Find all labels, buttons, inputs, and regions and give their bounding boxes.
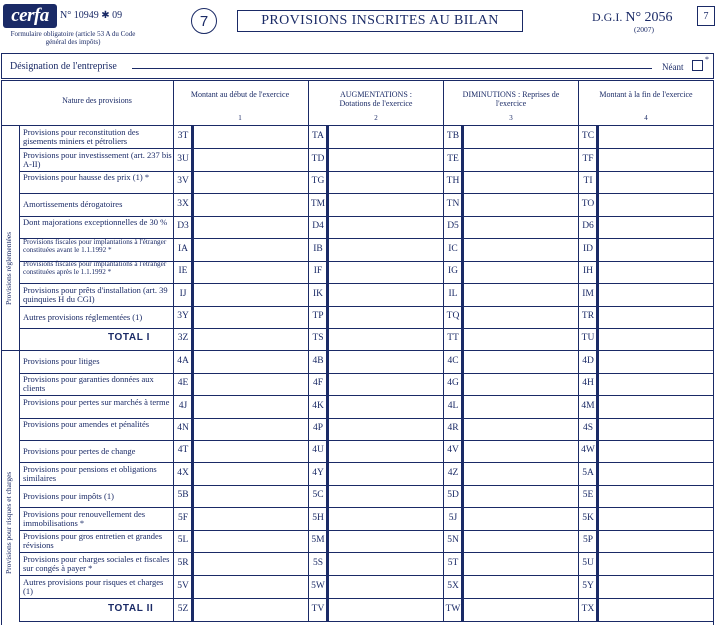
dgi-reference: [592, 10, 673, 26]
line-code: IK: [312, 289, 324, 299]
amount-cell[interactable]: [193, 419, 306, 439]
row-label: Provisions pour pertes sur marchés à terme: [23, 397, 170, 407]
amount-cell[interactable]: [328, 351, 441, 372]
amount-cell[interactable]: [598, 396, 711, 417]
amount-cell[interactable]: [598, 329, 711, 349]
amount-cell[interactable]: [193, 599, 306, 620]
amount-cell[interactable]: [328, 284, 441, 305]
amount-cell[interactable]: [598, 217, 711, 237]
amount-cell[interactable]: [193, 126, 306, 147]
row-label: Provisions pour charges sociales et fiscales sur congés à payer *: [23, 554, 170, 573]
line-code: TX: [581, 604, 595, 614]
amount-cell[interactable]: [193, 194, 306, 215]
line-code: 4J: [178, 401, 188, 411]
amount-cell[interactable]: [463, 307, 576, 327]
line-code: 3Z: [177, 333, 189, 343]
line-code: TE: [447, 154, 459, 164]
amount-cell[interactable]: [598, 172, 711, 192]
amount-cell[interactable]: [328, 599, 441, 620]
line-code: 3X: [177, 199, 189, 209]
code-column-divider: [191, 125, 194, 621]
amount-cell[interactable]: [463, 463, 576, 484]
row-label: Provisions pour investissement (art. 237 bis A-II): [23, 150, 172, 169]
amount-cell[interactable]: [193, 172, 306, 192]
line-code: TV: [311, 604, 325, 614]
amount-cell[interactable]: [328, 419, 441, 439]
section-label-risques: Provisions pour risques et charges: [4, 471, 13, 574]
line-code: TR: [581, 311, 595, 321]
col-number-3: 3: [509, 114, 513, 122]
line-code: 5F: [177, 513, 189, 523]
amount-cell[interactable]: [463, 284, 576, 305]
line-code: 4F: [312, 378, 324, 388]
row-label: Provisions pour pensions et obligations similaires: [23, 464, 157, 483]
amount-cell[interactable]: [193, 374, 306, 394]
line-code: 4A: [177, 356, 189, 366]
line-code: TT: [447, 333, 459, 343]
amount-cell[interactable]: [193, 239, 306, 260]
amount-cell[interactable]: [463, 531, 576, 551]
amount-cell[interactable]: [328, 194, 441, 215]
amount-cell[interactable]: [598, 374, 711, 394]
line-code: TP: [312, 311, 324, 321]
line-code: TG: [311, 176, 325, 186]
dgi-label: D.G.I.: [592, 10, 623, 24]
line-code: 4S: [582, 423, 594, 433]
line-code: 5U: [582, 558, 594, 568]
line-code: 5H: [312, 513, 324, 523]
form-note: Formulaire obligatoire (article 53 A du Code général des impôts): [10, 30, 136, 46]
amount-cell[interactable]: [328, 576, 441, 597]
line-code: 3U: [177, 154, 189, 164]
line-code: 5B: [177, 490, 189, 500]
line-code: 4B: [312, 356, 324, 366]
amount-cell[interactable]: [463, 599, 576, 620]
line-code: 5K: [582, 513, 594, 523]
total-label: TOTAL II: [108, 603, 154, 614]
line-code: IE: [178, 266, 188, 276]
designation-label: Désignation de l'entreprise: [10, 61, 117, 72]
amount-cell[interactable]: [328, 172, 441, 192]
amount-cell[interactable]: [463, 126, 576, 147]
row-label: Provisions pour gros entretien et grandes révisions: [23, 531, 163, 550]
amount-cell[interactable]: [463, 396, 576, 417]
header-column-divider: [308, 80, 309, 125]
total-label: TOTAL I: [108, 332, 150, 343]
amount-cell[interactable]: [328, 217, 441, 237]
cerfa-logo: cerfa: [3, 4, 57, 28]
line-code: IA: [177, 244, 189, 254]
row-label: Amortissements dérogatoires: [23, 199, 123, 209]
row-label: Autres provisions réglementées (1): [23, 312, 143, 322]
amount-cell[interactable]: [193, 262, 306, 282]
line-code: TQ: [446, 311, 460, 321]
header-col1: Montant au début de l'exercice: [190, 90, 290, 99]
amount-cell[interactable]: [598, 351, 711, 372]
line-code: 5Y: [582, 581, 594, 591]
line-code: TU: [581, 333, 595, 343]
col-number-2: 2: [374, 114, 378, 122]
amount-cell[interactable]: [463, 374, 576, 394]
amount-cell[interactable]: [193, 508, 306, 529]
line-code: IH: [582, 266, 594, 276]
line-code: 4H: [582, 378, 594, 388]
amount-cell[interactable]: [193, 531, 306, 551]
amount-cell[interactable]: [598, 284, 711, 305]
section-label-reglementees: Provisions réglementées: [4, 231, 13, 305]
col-number-4: 4: [644, 114, 648, 122]
row-label: Provisions pour pertes de change: [23, 446, 136, 456]
amount-cell[interactable]: [193, 486, 306, 506]
neant-asterisk: *: [705, 55, 709, 64]
line-code: 4Z: [447, 468, 459, 478]
line-code: 4K: [312, 401, 324, 411]
amount-cell[interactable]: [193, 396, 306, 417]
neant-checkbox[interactable]: [692, 60, 703, 71]
amount-cell[interactable]: [598, 599, 711, 620]
line-code: 4V: [447, 445, 459, 455]
amount-cell[interactable]: [463, 441, 576, 461]
line-code: 4D: [582, 356, 594, 366]
amount-cell[interactable]: [193, 307, 306, 327]
row-label: Provisions pour renouvellement des immobilisations *: [23, 509, 146, 528]
column-divider: [308, 125, 309, 621]
line-code: 3V: [177, 176, 189, 186]
header-col3: DIMINUTIONS : Reprises de l'exercice: [462, 90, 560, 108]
amount-cell[interactable]: [328, 553, 441, 574]
amount-cell[interactable]: [463, 149, 576, 170]
row-label: Provisions pour prêts d'installation (art. 39 quinquies H du CGI): [23, 285, 168, 304]
amount-cell[interactable]: [328, 396, 441, 417]
amount-cell[interactable]: [463, 576, 576, 597]
line-code: 4E: [177, 378, 189, 388]
amount-cell[interactable]: [193, 329, 306, 349]
line-code: TD: [311, 154, 325, 164]
amount-cell[interactable]: [193, 284, 306, 305]
page-title: PROVISIONS INSCRITES AU BILAN: [237, 10, 523, 32]
designation-input[interactable]: [132, 68, 652, 69]
line-code: TO: [581, 199, 595, 209]
line-code: 4G: [447, 378, 459, 388]
amount-cell[interactable]: [328, 149, 441, 170]
amount-cell[interactable]: [328, 441, 441, 461]
line-code: TW: [445, 604, 461, 614]
amount-cell[interactable]: [598, 576, 711, 597]
line-code: IB: [313, 244, 323, 254]
line-code: 5R: [177, 558, 189, 568]
amount-cell[interactable]: [193, 463, 306, 484]
line-code: 5A: [582, 468, 594, 478]
line-code: 4C: [447, 356, 459, 366]
amount-cell[interactable]: [598, 126, 711, 147]
line-code: TC: [581, 131, 595, 141]
line-code: 3Y: [177, 311, 189, 321]
line-code: TN: [446, 199, 460, 209]
line-code: TB: [446, 131, 460, 141]
row-label: Provisions pour reconstitution des gisements miniers et pétroliers: [23, 127, 139, 146]
line-code: 4N: [177, 423, 189, 433]
amount-cell[interactable]: [328, 508, 441, 529]
line-code: 4U: [312, 445, 324, 455]
amount-cell[interactable]: [598, 149, 711, 170]
amount-cell[interactable]: [328, 374, 441, 394]
amount-cell[interactable]: [463, 329, 576, 349]
amount-cell[interactable]: [463, 419, 576, 439]
line-code: IG: [447, 266, 459, 276]
header-col4: Montant à la fin de l'exercice: [599, 90, 693, 99]
line-code: 4L: [447, 401, 459, 411]
line-code: TS: [312, 333, 324, 343]
amount-cell[interactable]: [463, 553, 576, 574]
header-col2: AUGMENTATIONS : Dotations de l'exercice: [339, 90, 413, 108]
row-label: Provisions fiscales pour implantations à l'étranger constituées après le 1.1.1992 *: [23, 260, 167, 276]
line-code: IJ: [179, 289, 187, 299]
amount-cell[interactable]: [193, 149, 306, 170]
line-code: 4T: [177, 445, 189, 455]
amount-cell[interactable]: [598, 307, 711, 327]
line-code: D5: [447, 221, 459, 231]
column-divider: [578, 125, 579, 621]
header-nature: Nature des provisions: [62, 96, 132, 105]
tab-number-badge: 7: [191, 8, 217, 34]
line-code: 5L: [177, 535, 189, 545]
amount-cell[interactable]: [463, 262, 576, 282]
amount-cell[interactable]: [328, 126, 441, 147]
line-code: 3T: [177, 131, 189, 141]
form-number: N° 10949 ✱ 09: [60, 10, 123, 21]
amount-cell[interactable]: [463, 508, 576, 529]
line-code: 5C: [312, 490, 324, 500]
amount-cell[interactable]: [328, 239, 441, 260]
header-column-divider: [578, 80, 579, 125]
page-number: 7: [697, 6, 715, 26]
amount-cell[interactable]: [463, 351, 576, 372]
amount-cell[interactable]: [598, 239, 711, 260]
line-code: IF: [313, 266, 323, 276]
amount-cell[interactable]: [328, 486, 441, 506]
amount-cell[interactable]: [193, 553, 306, 574]
amount-cell[interactable]: [598, 262, 711, 282]
row-label: Provisions pour litiges: [23, 356, 100, 366]
header-column-divider: [173, 80, 174, 125]
amount-cell[interactable]: [463, 172, 576, 192]
amount-cell[interactable]: [328, 531, 441, 551]
line-code: 4Y: [312, 468, 324, 478]
amount-cell[interactable]: [328, 329, 441, 349]
row-label: Provisions pour garanties données aux clients: [23, 374, 154, 393]
amount-cell[interactable]: [598, 441, 711, 461]
line-code: D6: [582, 221, 594, 231]
column-divider: [173, 125, 174, 621]
line-code: 5P: [582, 535, 594, 545]
amount-cell[interactable]: [598, 194, 711, 215]
amount-cell[interactable]: [598, 463, 711, 484]
line-code: 4R: [447, 423, 459, 433]
amount-cell[interactable]: [328, 463, 441, 484]
amount-cell[interactable]: [328, 262, 441, 282]
amount-cell[interactable]: [193, 217, 306, 237]
neant-label: Néant: [662, 62, 684, 72]
code-column-divider: [326, 125, 329, 621]
row-label: Dont majorations exceptionnelles de 30 %: [23, 217, 168, 227]
row-label: Provisions pour amendes et pénalités: [23, 419, 150, 429]
column-divider: [443, 125, 444, 621]
line-code: TI: [583, 176, 593, 186]
amount-cell[interactable]: [598, 486, 711, 506]
line-code: TH: [446, 176, 460, 186]
line-code: 4X: [177, 468, 189, 478]
line-code: 5W: [311, 581, 325, 591]
row-label: Provisions pour impôts (1): [23, 491, 114, 501]
line-code: IL: [448, 289, 458, 299]
amount-cell[interactable]: [193, 351, 306, 372]
code-column-divider: [596, 125, 599, 621]
dgi-form-number: N° 2056: [625, 10, 673, 25]
line-code: TF: [582, 154, 594, 164]
amount-cell[interactable]: [598, 553, 711, 574]
line-code: 5J: [448, 513, 458, 523]
amount-cell[interactable]: [193, 576, 306, 597]
line-code: 5V: [177, 581, 189, 591]
row-label: Autres provisions pour risques et charges (1): [23, 577, 164, 596]
col-number-1: 1: [238, 114, 242, 122]
line-code: 4M: [581, 401, 595, 411]
row-label: Provisions fiscales pour implantations à l'étranger constituées avant le 1.1.1992 *: [23, 238, 167, 254]
line-code: ID: [582, 244, 594, 254]
line-code: IC: [448, 244, 458, 254]
line-code: 5E: [582, 490, 594, 500]
line-code: 5M: [311, 535, 325, 545]
form-year: (2007): [634, 25, 654, 34]
line-code: 5X: [447, 581, 459, 591]
amount-cell[interactable]: [463, 486, 576, 506]
line-code: 5N: [447, 535, 459, 545]
amount-cell[interactable]: [598, 508, 711, 529]
line-code: TM: [310, 199, 326, 209]
line-code: TA: [312, 131, 324, 141]
line-code: D4: [312, 221, 324, 231]
amount-cell[interactable]: [193, 441, 306, 461]
amount-cell[interactable]: [463, 194, 576, 215]
code-column-divider: [461, 125, 464, 621]
amount-cell[interactable]: [463, 217, 576, 237]
line-code: 5Z: [177, 604, 189, 614]
row-label: Provisions pour hausse des prix (1) *: [23, 172, 150, 182]
line-code: IM: [582, 289, 594, 299]
amount-cell[interactable]: [328, 307, 441, 327]
line-code: 5S: [312, 558, 324, 568]
line-code: 5T: [447, 558, 459, 568]
line-code: D3: [177, 221, 189, 231]
amount-cell[interactable]: [463, 239, 576, 260]
amount-cell[interactable]: [598, 531, 711, 551]
line-code: 4P: [312, 423, 324, 433]
header-column-divider: [443, 80, 444, 125]
line-code: 5D: [447, 490, 459, 500]
line-code: 4W: [581, 445, 595, 455]
amount-cell[interactable]: [598, 419, 711, 439]
